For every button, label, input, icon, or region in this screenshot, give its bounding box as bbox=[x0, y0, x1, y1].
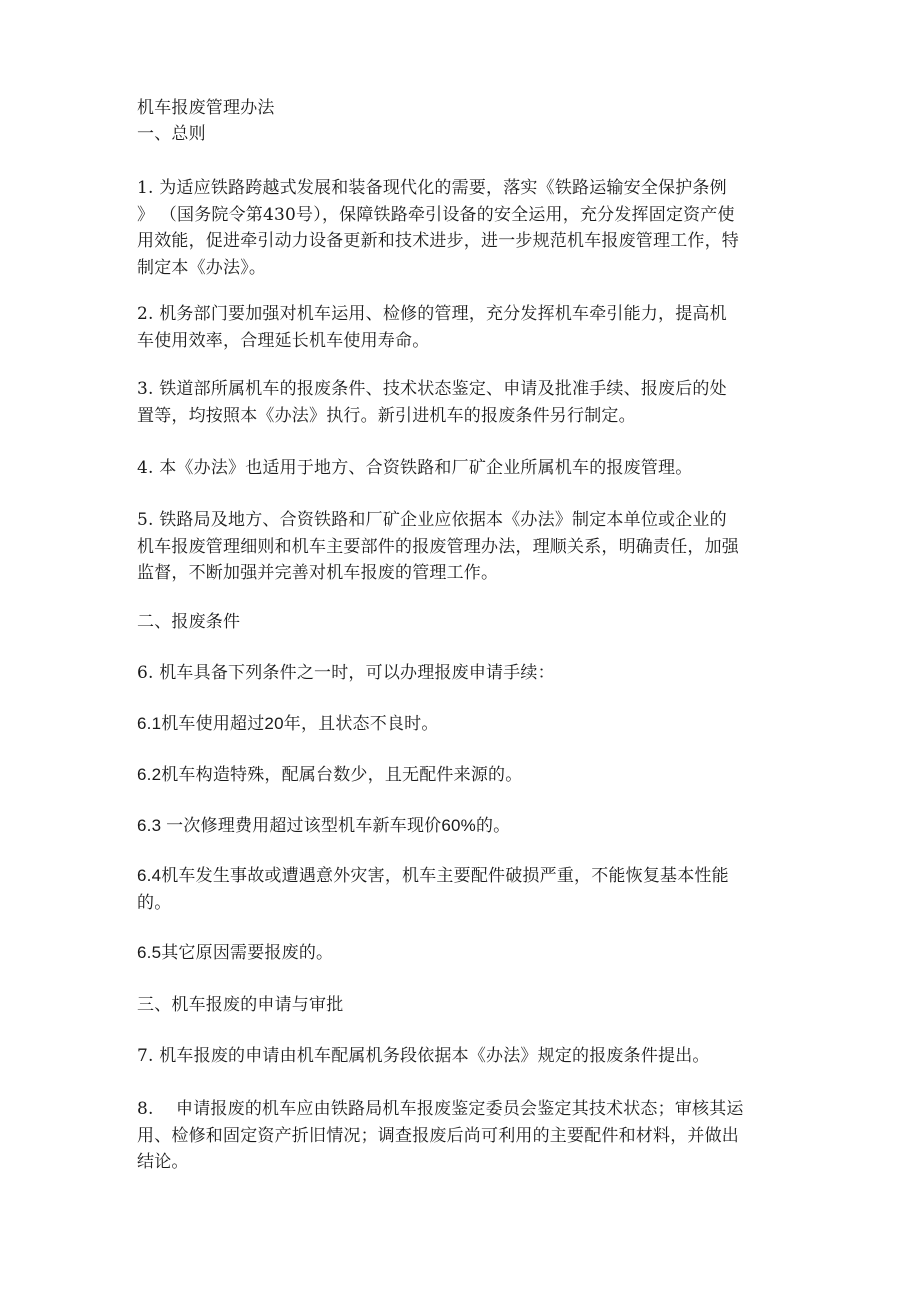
paragraph-line: 6.2机车构造特殊，配属台数少，且无配件来源的。 bbox=[137, 765, 523, 784]
paragraph-line: 6.1机车使用超过20年，且状态不良时。 bbox=[137, 714, 439, 733]
document-title: 机车报废管理办法 bbox=[137, 98, 275, 118]
paragraph-6-5 bbox=[137, 940, 789, 967]
paragraph-line: 监督，不断加强并完善对机车报废的管理工作。 bbox=[137, 563, 499, 583]
paragraph-line: 3. 铁道部所属机车的报废条件、技术状态鉴定、申请及批准手续、报废后的处 bbox=[137, 379, 727, 399]
paragraph-line: 4. 本《办法》也适用于地方、合资铁路和厂矿企业所属机车的报废管理。 bbox=[137, 458, 693, 478]
paragraph-line: 7. 机车报废的申请由机车配属机务段依据本《办法》规定的报废条件提出。 bbox=[137, 1046, 710, 1066]
paragraph-7 bbox=[137, 1043, 789, 1070]
paragraph-line: 制定本《办法》。 bbox=[137, 257, 267, 278]
paragraph-line: 6.5其它原因需要报废的。 bbox=[137, 943, 334, 962]
paragraph-line: 6.4机车发生事故或遭遇意外灾害，机车主要配件破损严重，不能恢复基本性能 bbox=[137, 866, 729, 885]
section-heading-scrap-conditions: 二、报废条件 bbox=[137, 612, 241, 632]
paragraph-3 bbox=[137, 376, 789, 429]
paragraph-line: 车使用效率，合理延长机车使用寿命。 bbox=[137, 330, 430, 351]
paragraph-6-2 bbox=[137, 762, 789, 789]
paragraph-line: 6.3 一次修理费用超过该型机车新车现价60%的。 bbox=[137, 816, 511, 835]
paragraph-6 bbox=[137, 660, 789, 687]
paragraph-line: 8. 申请报废的机车应由铁路局机车报废鉴定委员会鉴定其技术状态；审核其运 bbox=[137, 1099, 744, 1119]
paragraph-line: 机车报废管理细则和机车主要部件的报废管理办法，理顺关系，明确责任，加强 bbox=[137, 536, 739, 557]
paragraph-line: 结论。 bbox=[137, 1152, 189, 1172]
paragraph-line: 》 （国务院令第430号），保障铁路牵引设备的安全运用，充分发挥固定资产使 bbox=[137, 204, 735, 225]
paragraph-8 bbox=[137, 1096, 789, 1176]
paragraph-5 bbox=[137, 507, 789, 587]
paragraph-1 bbox=[137, 175, 789, 281]
paragraph-line: 用、检修和固定资产折旧情况；调查报废后尚可利用的主要配件和材料，并做出 bbox=[137, 1125, 739, 1146]
paragraph-line: 用效能，促进牵引动力设备更新和技术进步，进一步规范机车报废管理工作，特 bbox=[137, 231, 739, 251]
paragraph-line: 2. 机务部门要加强对机车运用、检修的管理，充分发挥机车牵引能力，提高机 bbox=[137, 304, 727, 324]
paragraph-6-1 bbox=[137, 711, 789, 738]
paragraph-2 bbox=[137, 301, 789, 354]
paragraph-line: 的。 bbox=[137, 892, 172, 912]
section-heading-general: 一、总则 bbox=[137, 124, 206, 144]
paragraph-6-3 bbox=[137, 813, 789, 840]
paragraph-line: 5. 铁路局及地方、合资铁路和厂矿企业应依据本《办法》制定本单位或企业的 bbox=[137, 510, 727, 530]
paragraph-line: 6. 机车具备下列条件之一时，可以办理报废申请手续： bbox=[137, 663, 555, 683]
paragraph-4 bbox=[137, 455, 789, 482]
paragraph-line: 置等，均按照本《办法》执行。新引进机车的报废条件另行制定。 bbox=[137, 405, 636, 426]
section-heading-application-approval: 三、机车报废的申请与审批 bbox=[137, 995, 344, 1015]
paragraph-line: 1. 为适应铁路跨越式发展和装备现代化的需要，落实《铁路运输安全保护条例 bbox=[137, 178, 727, 198]
paragraph-6-4 bbox=[137, 863, 789, 916]
